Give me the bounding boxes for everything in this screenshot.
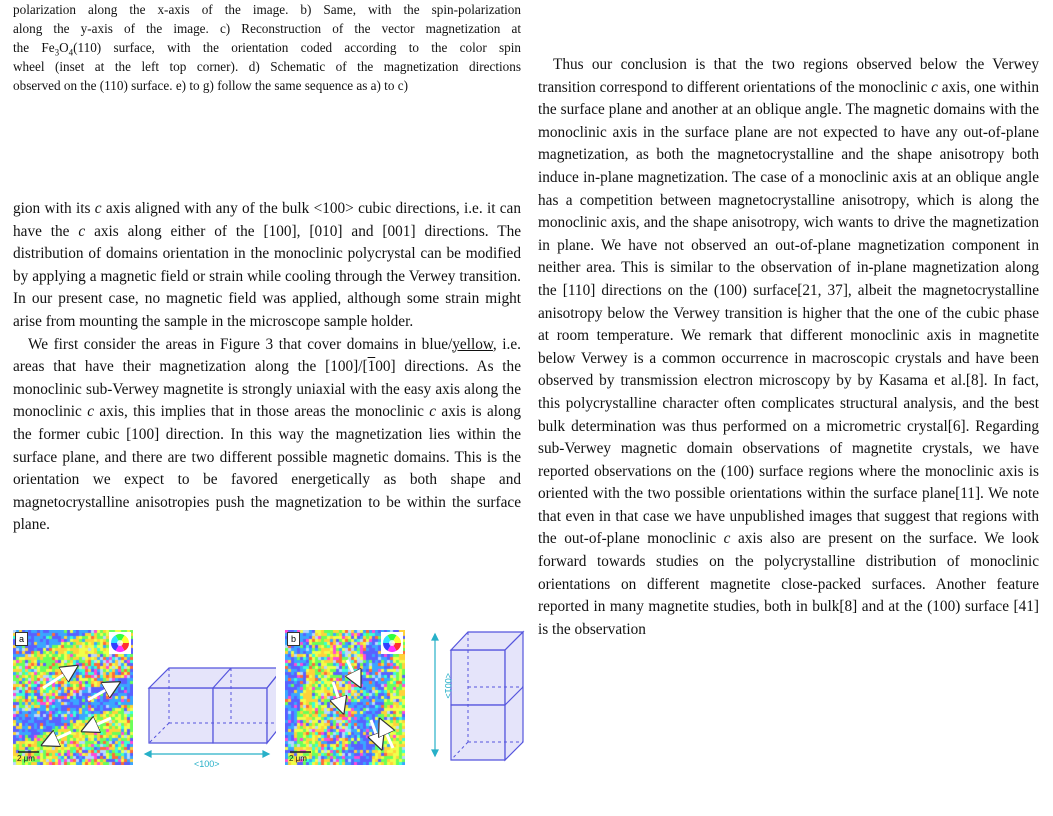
text-run: axis, this implies that in those areas the monoclinic — [93, 403, 430, 421]
xmcd-image-panel-a — [13, 630, 133, 765]
text-run: c — [723, 530, 731, 548]
text-run: axis is along the former cubic [100] direction. In this way the magnetization lies within the surface plane, and there are two different possible magnetic domains. This is the orientation we expect to be favored energetically as both shape and magnetocrystalline anisotropies push the magnetization to be within the surface plane. — [13, 403, 521, 534]
caption-line — [13, 19, 521, 38]
arrow-icon — [383, 726, 393, 748]
paragraph — [13, 334, 521, 537]
paragraph — [538, 54, 1039, 641]
scale-bar-label: 2 μm — [289, 754, 307, 763]
text-run: along the y-axis of the image. c) Reconstruction of the vector magnetization at — [13, 21, 521, 36]
right-column-text — [538, 54, 1039, 641]
monoclinic-cube-schematic-001 — [423, 628, 528, 776]
text-run: c — [78, 222, 86, 240]
caption-line — [13, 38, 521, 57]
text-run: axis along either of the [100], [010] and [001] directions. The distribution of domains orientation in the monoclinic polycrystal can be modified by applying a magnetic field or strain while cooling through the Verwey transition. In our present case, no magnetic field was applied, although some strain might arise from mounting the sample in the microscope sample holder. — [13, 222, 522, 330]
text-run: axis aligned with any of the bulk <100> cubic directions, i.e. it can have the — [13, 200, 521, 240]
text-run: observed on the (110) surface. e) to g) follow the same sequence as a) to c) — [13, 78, 408, 93]
text-run: wheel (inset at the left top corner). d) Schematic of the magnetization directions — [13, 59, 521, 74]
text-run: Thus our conclusion is that the two regions observed below the Verwey transition correspond to different orientations of the monoclinic — [538, 56, 1039, 96]
text-run: c — [429, 403, 437, 421]
arrow-icon — [43, 670, 71, 688]
panel-label-a: a — [15, 632, 28, 646]
text-run: (110) surface, with the orientation coded according to the color spin — [73, 40, 521, 55]
color-wheel-icon — [381, 632, 403, 654]
color-wheel-icon — [109, 632, 131, 654]
figure-caption — [13, 0, 521, 95]
text-run: O — [59, 40, 69, 55]
arrow-icon — [89, 718, 111, 728]
arrow-icon — [371, 720, 379, 742]
monoclinic-cube-schematic-100 — [141, 646, 276, 771]
caption-line — [13, 76, 521, 95]
scale-bar-label: 2 μm — [17, 754, 35, 763]
text-run: c — [87, 403, 94, 421]
text-run: 1 — [367, 358, 376, 376]
text-run: 4 — [68, 47, 74, 58]
arrow-icon — [347, 660, 357, 680]
caption-line — [13, 0, 521, 19]
text-run: the Fe — [13, 40, 55, 55]
text-run: 00] directions. As the monoclinic sub-Verwey magnetite is strongly uniaxial with the easy axis along the monoclinic — [13, 358, 521, 421]
left-column-text — [13, 198, 521, 537]
axis-label-001: <001> — [443, 673, 453, 699]
text-run: axis also are present on the surface. We look forward towards studies on the polycrystalline distribution of monoclinic orientations on different magnetite close-packed surfaces. Another feature reported in many magnetite studies, both in bulk[8] and at the (100) surface [41] is the observation — [538, 530, 1039, 638]
arrow-icon — [333, 682, 341, 706]
text-run: , i.e. areas that have their magnetization along the [100]/[ — [13, 335, 521, 376]
text-run: gion with its — [13, 200, 95, 217]
caption-line — [13, 57, 521, 76]
xmcd-image-panel-b — [285, 630, 405, 765]
paragraph — [13, 198, 521, 334]
text-run: yellow — [452, 335, 493, 353]
text-run: c — [931, 78, 938, 96]
axis-label-100: <100> — [194, 759, 220, 769]
text-run: polarization along the x-axis of the image. b) Same, with the spin-polarization — [13, 2, 521, 17]
arrow-icon — [49, 732, 71, 742]
panel-label-b: b — [287, 632, 300, 646]
text-run: c — [94, 200, 102, 217]
figure-3-panels — [13, 628, 533, 778]
arrow-icon — [88, 686, 113, 700]
text-run: We first consider the areas in Figure 3 that cover domains in blue/ — [28, 335, 453, 353]
page-top-clipped-glyph — [790, 0, 804, 5]
text-run: axis, one within the surface plane and another at an oblique angle. The magnetic domains with the monoclinic axis in the surface plane are not expected to have any out-of-plane magnetization, as both the magnetocrystalline and the shape anisotropy both induce in-plane magnetization. The case of a monoclinic axis at an oblique angle has a competition between magnetocrystalline anisotropy, which is along the monoclinic axis, and the shape anisotropy, wich wants to drive the magnetization in plane. We have not observed an out-of-plane magnetization component in neither area. This is similar to the observation of in-plane magnetization along the [110] directions on the (100) surface[21, 37], albeit the magnetocrystalline anisotropy below the Verwey transition is higher that the one of the cubic phase at room temperature. We remark that different monoclinic axis in magnetite below Verwey is a common occurrence in macroscopic crystals and have been observed by transmission electron microscopy by by Kasama et al.[8]. In fact, this polycrystalline character often complicates structural analysis, and the best bulk determination was thus performed on a micrometric crystal[6]. Regarding sub-Verwey magnetic domain observations of magnetite crystals, we have reported observations on the (100) surface regions where the monoclinic axis is oriented with the two possible orientations within the surface plane[11]. We note that even in that case we have unpublished images that suggest that regions with the out-of-plane monoclinic — [538, 78, 1040, 548]
text-run: 3 — [54, 47, 60, 58]
